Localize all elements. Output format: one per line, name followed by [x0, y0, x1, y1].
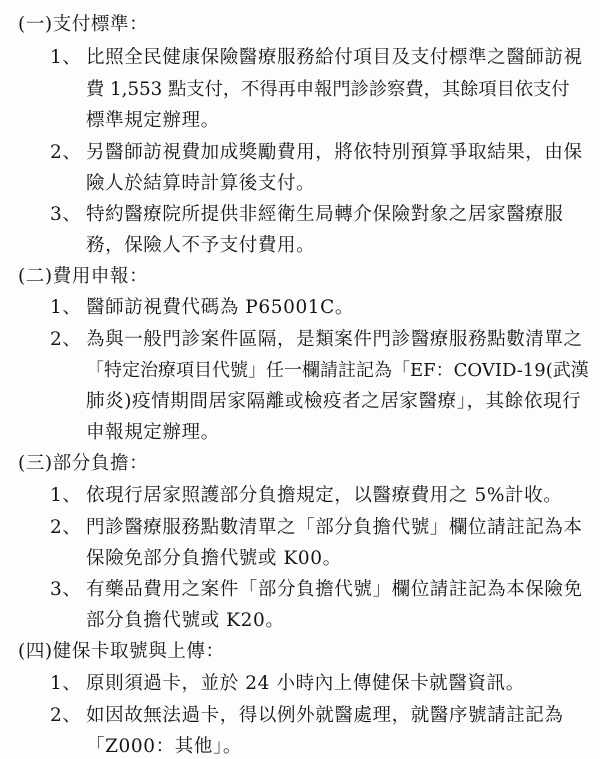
item-text: 為與一般門診案件區隔，是類案件門診醫療服務點數清單之 — [86, 329, 583, 350]
item-number: 1、 — [50, 485, 82, 506]
item-number: 3、 — [50, 204, 82, 225]
item-number: 2、 — [50, 329, 82, 350]
item-text: 特約醫療院所提供非經衛生局轉介保險對象之居家醫療服 — [86, 204, 564, 225]
item-number: 1、 — [50, 47, 82, 68]
item-number: 2、 — [50, 705, 82, 726]
item-text: 部分負擔代號或 K20。 — [86, 610, 285, 631]
item-text: 原則須過卡，並於 24 小時內上傳健保卡就醫資訊。 — [86, 673, 525, 694]
section-heading: (一)支付標準： — [18, 14, 149, 35]
item-text: 醫師訪視費代碼為 P65001C。 — [86, 297, 355, 318]
section-heading: (三)部分負擔： — [18, 453, 149, 474]
item-text: 另醫師訪視費加成獎勵費用，將依特別預算爭取結果，由保 — [86, 142, 583, 163]
section-heading: (四)健保卡取號與上傳： — [18, 641, 225, 662]
item-number: 1、 — [50, 673, 82, 694]
item-text: 有藥品費用之案件「部分負擔代號」欄位請註記為本保險免 — [86, 579, 583, 600]
item-text: 費 1,553 點支付，不得再申報門診診察費，其餘項目依支付 — [86, 79, 570, 100]
item-text: 務，保險人不予支付費用。 — [86, 235, 316, 256]
item-text: 依現行居家照護部分負擔規定，以醫療費用之 5%計收。 — [86, 485, 563, 506]
item-number: 1、 — [50, 297, 82, 318]
item-text: 保險免部分負擔代號或 K00。 — [86, 548, 342, 569]
item-number: 2、 — [50, 517, 82, 538]
item-text: 「特定治療項目代號」任一欄請註記為「EF：COVID-19(武漢 — [86, 360, 589, 381]
section-heading: (二)費用申報： — [18, 266, 149, 287]
item-number: 3、 — [50, 579, 82, 600]
item-text: 險人於結算時計算後支付。 — [86, 173, 316, 194]
item-text: 「Z000：其他」。 — [86, 736, 242, 757]
item-text: 如因故無法過卡，得以例外就醫處理，就醫序號請註記為 — [86, 705, 564, 726]
item-text: 標準規定辦理。 — [86, 110, 220, 131]
item-text: 肺炎)疫情期間居家隔離或檢疫者之居家醫療」，其餘依現行 — [86, 391, 582, 412]
item-text: 申報規定辦理。 — [86, 422, 220, 443]
item-text: 門診醫療服務點數清單之「部分負擔代號」欄位請註記為本 — [86, 517, 583, 538]
item-number: 2、 — [50, 142, 82, 163]
item-text: 比照全民健康保險醫療服務給付項目及支付標準之醫師訪視 — [86, 47, 583, 68]
